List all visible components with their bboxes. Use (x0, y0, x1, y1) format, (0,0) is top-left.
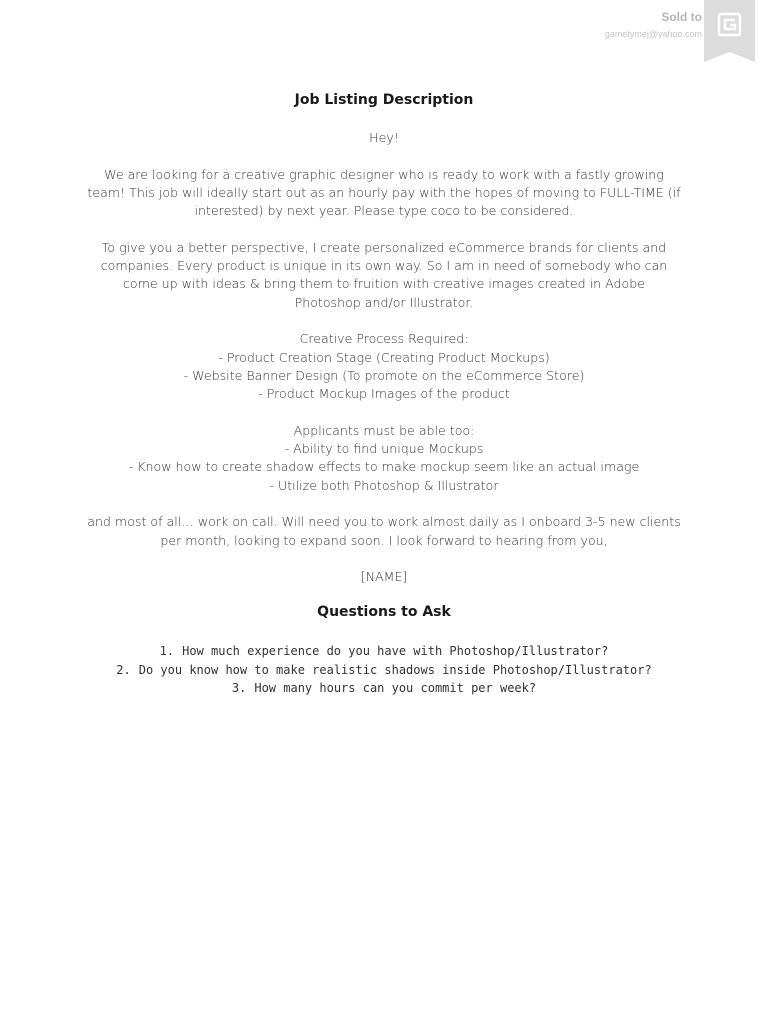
question-text: How many hours can you commit per week? (254, 681, 537, 696)
perspective-line: come up with ideas & bring them to fruition with creative images created in Adobe (122, 276, 645, 292)
buyer-email: gametymej@yahoo.com (604, 29, 702, 39)
intro-line: We are looking for a creative graphic designer who is ready to work with a fastly growing (104, 166, 664, 182)
brand-logo-icon (704, 0, 755, 62)
process-section (84, 330, 684, 403)
question-number: 2. (116, 662, 131, 677)
closing-line: per month, looking to expand soon. I look forward to hearing from you, (160, 532, 608, 548)
brand-ribbon (704, 0, 755, 62)
closing-paragraph (84, 513, 684, 550)
signature: [NAME] (360, 569, 408, 585)
question-text: Do you know how to make realistic shadows inside Photoshop/Illustrator? (138, 662, 652, 677)
perspective-paragraph (84, 239, 684, 312)
perspective-line: Photoshop and/or Illustrator. (294, 294, 474, 310)
list-item (84, 679, 684, 697)
process-item: - Product Creation Stage (Creating Product Mockups) (218, 349, 550, 365)
questions-title: Questions to Ask (317, 604, 451, 621)
question-number: 3. (231, 681, 247, 696)
applicants-heading: Applicants must be able too: (293, 422, 475, 438)
intro-line: team! This job will ideally start out as an hourly pay with the hopes of moving to FULL-TIME (if (87, 184, 681, 200)
applicants-section (84, 422, 684, 495)
sold-to-watermark (605, 10, 702, 39)
perspective-line: companies. Every product is unique in its own way. So I am in need of somebody who can (100, 258, 668, 274)
applicants-item: - Utilize both Photoshop & Illustrator (269, 477, 499, 493)
job-listing-document (84, 90, 684, 697)
document-title: Job Listing Description (294, 92, 474, 108)
applicants-item: - Ability to find unique Mockups (284, 441, 484, 457)
greeting: Hey! (369, 130, 399, 145)
question-number: 1. (159, 644, 175, 659)
document-body (84, 112, 684, 602)
list-item (84, 661, 684, 679)
list-item (84, 642, 684, 660)
process-item: - Product Mockup Images of the product (258, 386, 510, 402)
process-item: - Website Banner Design (To promote on the eCommerce Store) (183, 367, 585, 383)
question-text: How much experience do you have with Photoshop/Illustrator? (182, 644, 609, 659)
intro-line: interested) by next year. Please type coco to be considered. (194, 203, 574, 219)
applicants-item: - Know how to create shadow effects to make mockup seem like an actual image (128, 459, 640, 475)
intro-paragraph (84, 166, 684, 221)
closing-line: and most of all… work on call. Will need you to work almost daily as I onboard 3-5 new clients (87, 514, 681, 530)
sold-to-label: Sold to (661, 10, 702, 24)
questions-list (84, 642, 684, 697)
perspective-line: To give you a better perspective, I create personalized eCommerce brands for clients and (101, 239, 667, 255)
process-heading: Creative Process Required: (299, 331, 469, 347)
